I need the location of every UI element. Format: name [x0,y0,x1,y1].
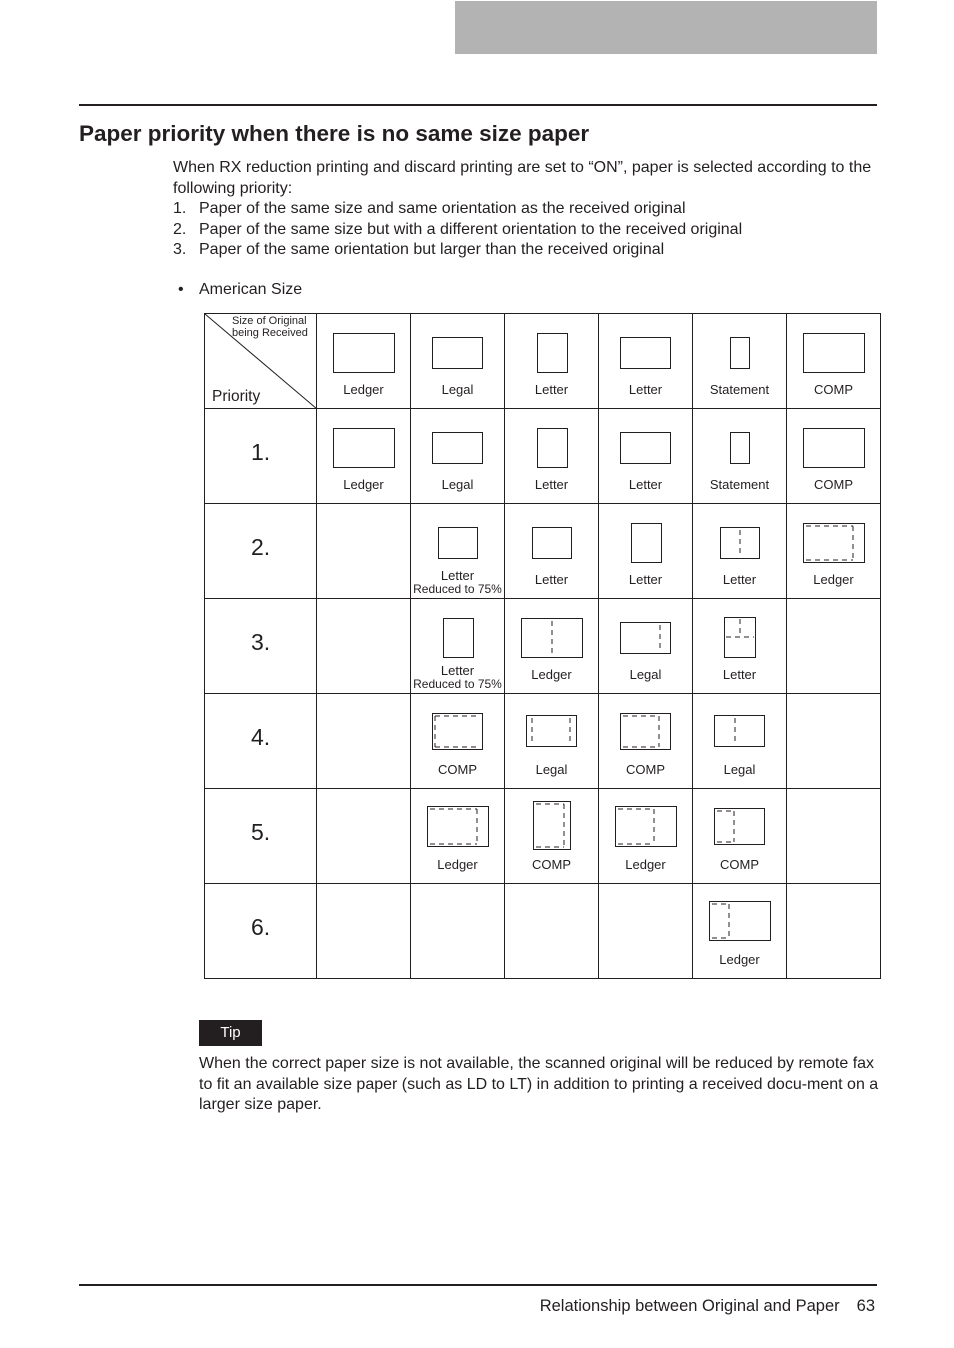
paper-size-label [505,667,598,682]
paper-shape [505,504,599,572]
paper-shape [599,409,693,477]
bullet-text: American Size [199,281,303,298]
priority-number-cell [205,504,317,599]
priority-row [205,504,881,599]
priority-row [205,694,881,789]
paper-size-label [411,762,504,777]
paper-shape [693,409,787,477]
paper-size-name: COMP [438,762,477,777]
empty-cell [599,884,693,979]
paper-cell [599,504,693,599]
priority-number: 4. [251,724,271,750]
paper-shape [411,504,505,572]
paper-cell [787,409,881,504]
paper-shape [693,884,787,952]
paper-size-name: Statement [709,382,770,397]
empty-cell [317,694,411,789]
paper-size-name: Ledger [813,572,854,587]
empty-cell [411,884,505,979]
paper-shape [505,314,599,382]
priority-number: 5. [251,819,271,845]
paper-size-label [505,382,598,397]
paper-cell [599,599,693,694]
paper-size-label [411,477,504,492]
tip-badge: Tip [199,1020,262,1046]
paper-shape [693,314,787,382]
paper-size-label [599,762,692,777]
page-number: 63 [856,1297,875,1315]
paper-cell [505,599,599,694]
reduction-note: Reduced to 75% [413,677,502,691]
paper-size-name: Ledger [343,477,384,492]
priority-header: Priority [212,388,261,405]
priority-number: 6. [251,914,271,940]
top-rule [79,104,877,106]
paper-cell [599,694,693,789]
priority-row [205,789,881,884]
paper-size-label [505,477,598,492]
paper-size-name: Letter [534,572,569,587]
paper-size-name: Ledger [343,382,384,397]
paper-cell [505,694,599,789]
paper-shape [505,409,599,477]
paper-size-name: Letter [628,572,663,587]
paper-size-label [411,857,504,872]
paper-cell [693,409,787,504]
paper-cell [505,789,599,884]
footer-section-title: Relationship between Original and Paper [539,1297,840,1315]
priority-item-number: 2. [173,220,187,238]
paper-cell [411,789,505,884]
priority-item [173,240,885,261]
priority-row [205,599,881,694]
paper-size-label [411,663,504,690]
paper-cell [411,409,505,504]
priority-item-number: 3. [173,241,187,258]
paper-shape [693,694,787,762]
paper-cell [505,504,599,599]
paper-size-label [599,382,692,397]
priority-number: 2. [251,534,271,560]
paper-size-label [505,857,598,872]
paper-size-name: COMP [814,477,853,492]
paper-size-name: COMP [720,857,759,872]
paper-cell [411,314,505,409]
empty-cell [505,884,599,979]
paper-shape [599,694,693,762]
paper-cell [505,314,599,409]
paper-size-name: Legal [441,382,474,397]
priority-item-number: 1. [173,200,187,217]
page-footer [540,1295,875,1317]
paper-size-label [693,477,786,492]
paper-size-name: Statement [709,477,770,492]
priority-row [205,884,881,979]
priority-list [173,199,885,261]
paper-size-name: COMP [814,382,853,397]
paper-shape [317,409,411,477]
paper-cell [599,314,693,409]
paper-shape [693,789,787,857]
priority-item-text: Paper of the same size but with a different orientation to the received original [199,220,743,238]
paper-cell [693,884,787,979]
original-size-header: Size of Original being Received [232,315,308,339]
paper-size-name: Legal [723,762,756,777]
reduction-note: Reduced to 75% [413,582,502,596]
paper-cell [693,314,787,409]
priority-item [173,220,885,241]
paper-cell [787,314,881,409]
priority-item-text: Paper of the same orientation but larger than the received original [199,241,665,258]
paper-cell [599,409,693,504]
paper-cell [693,599,787,694]
paper-size-name: Ledger [531,667,572,682]
paper-size-label [599,857,692,872]
paper-size-name: Letter [534,382,569,397]
paper-size-name: COMP [532,857,571,872]
paper-size-label [599,667,692,682]
empty-cell [317,789,411,884]
paper-priority-table [204,313,881,979]
paper-shape [411,599,505,667]
paper-size-name: Letter [534,477,569,492]
paper-cell [317,314,411,409]
paper-size-label [693,857,786,872]
priority-number-cell [205,884,317,979]
paper-shape [505,599,599,667]
paper-shape [787,409,881,477]
paper-cell [411,599,505,694]
intro-section [173,158,885,261]
empty-cell [787,884,881,979]
paper-size-name: Ledger [719,952,760,967]
paper-size-label [693,667,786,682]
paper-size-name: Legal [441,477,474,492]
header-corner-cell [205,314,317,409]
paper-shape [505,694,599,762]
paper-size-label [411,382,504,397]
paper-shape [787,504,881,572]
paper-size-name: Letter [722,572,757,587]
paper-size-name: Ledger [625,857,666,872]
priority-item [173,199,885,220]
paper-shape [411,694,505,762]
paper-size-name: Letter [440,663,475,678]
paper-size-label [693,762,786,777]
empty-cell [317,504,411,599]
priority-number-cell [205,789,317,884]
tip-text: When the correct paper size is not available, the scanned original will be reduced by remote fax to fit an available size paper (such as LD to LT) in addition to printing a received docu-ment on a larger size paper. [199,1055,879,1113]
paper-size-label [693,572,786,587]
paper-size-label [505,762,598,777]
empty-cell [787,694,881,789]
paper-shape [693,599,787,667]
paper-cell [693,504,787,599]
paper-size-label [411,568,504,595]
paper-size-label [693,952,786,967]
empty-cell [317,884,411,979]
paper-cell [317,409,411,504]
paper-size-label [505,572,598,587]
paper-size-name: Letter [722,667,757,682]
paper-size-label [317,477,410,492]
paper-size-label [787,382,880,397]
paper-shape [693,504,787,572]
paper-size-name: Legal [535,762,568,777]
paper-size-label [693,382,786,397]
priority-number-cell [205,599,317,694]
paper-cell [505,409,599,504]
paper-shape [317,314,411,382]
paper-size-label [787,572,880,587]
priority-row [205,409,881,504]
paper-size-label [317,382,410,397]
paper-shape [599,789,693,857]
header-bar [455,1,877,54]
priority-number-cell [205,694,317,789]
priority-item-text: Paper of the same size and same orientation as the received original [199,200,686,217]
page-title: Paper priority when there is no same size paper [79,121,590,146]
paper-shape [599,314,693,382]
paper-size-name: Letter [440,568,475,583]
priority-number: 3. [251,629,271,655]
paper-cell [693,789,787,884]
paper-size-name: Letter [628,477,663,492]
bottom-rule [79,1284,877,1286]
paper-size-label [599,477,692,492]
paper-cell [411,504,505,599]
empty-cell [787,599,881,694]
paper-cell [787,504,881,599]
paper-shape [505,789,599,857]
priority-number-cell [205,409,317,504]
paper-cell [693,694,787,789]
paper-cell [599,789,693,884]
empty-cell [317,599,411,694]
paper-shape [787,314,881,382]
bullet-icon: • [178,281,184,298]
american-size-bullet [178,280,302,300]
paper-size-label [787,477,880,492]
paper-shape [411,409,505,477]
paper-size-name: Ledger [437,857,478,872]
paper-size-label [599,572,692,587]
paper-shape [599,599,693,667]
intro-paragraph: When RX reduction printing and discard printing are set to “ON”, paper is selected according to the following priority: [173,159,872,197]
header-row [205,314,881,409]
paper-size-name: Legal [629,667,662,682]
paper-size-name: Letter [628,382,663,397]
priority-number: 1. [251,439,271,465]
empty-cell [787,789,881,884]
paper-shape [599,504,693,572]
paper-size-name: COMP [626,762,665,777]
paper-shape [411,789,505,857]
paper-shape [411,314,505,382]
paper-cell [411,694,505,789]
